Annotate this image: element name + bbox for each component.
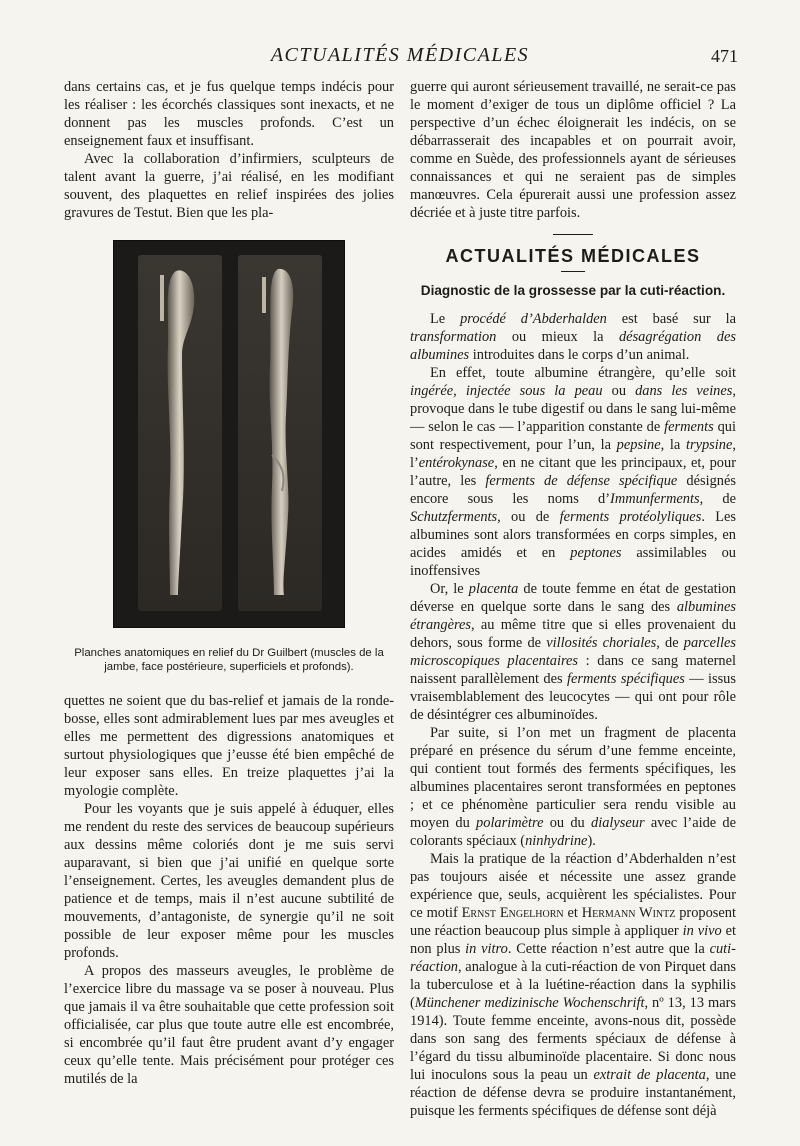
paragraph: Avec la collaboration d’infirmiers, sculpteurs de talent avant la guerre, j’ai réalisé, en les modifiant souvent, des plaquettes en relief inspirées des jolies gravures de Testut. Bien que les pla- bbox=[64, 151, 394, 221]
running-head bbox=[0, 44, 800, 72]
paragraph: dans certains cas, et je fus quelque temps indécis pour les réaliser : les écorchés classiques sont inexacts, et ne donnent pas les muscles profonds. C’est un enseignement faux et insuffisant. bbox=[64, 79, 394, 149]
running-title: ACTUALITÉS MÉDICALES bbox=[270, 44, 530, 66]
section-title: ACTUALITÉS MÉDICALES bbox=[445, 246, 701, 266]
figure-caption: Planches anatomiques en relief du Dr Guilbert (muscles de la jambe, face postérieure, superficiels et profonds). bbox=[74, 647, 384, 673]
relief-plaque-superficial bbox=[138, 255, 222, 611]
separator-rule bbox=[553, 234, 593, 235]
left-column bbox=[64, 78, 394, 1088]
article-title: Diagnostic de la grossesse par la cuti-réaction. bbox=[420, 283, 726, 298]
paragraph: Or, le placenta de toute femme en état de gestation déverse en quelque sorte dans le sang des albumines étrangères, au même titre que si elles provenaient du dehors, sous forme de villosités choriales, de parcelles microscopiques placentaires : dans ce sang maternel naissent parallèlement des ferments spécifiques — issus vraisemblablement des leucocytes — qui ont pour rôle de désintégrer ces albuminoïdes. bbox=[410, 581, 736, 723]
paragraph: Le procédé d’Abderhalden est basé sur la transformation ou mieux la désagrégation des albumines introduites dans le corps d’un animal. bbox=[410, 311, 736, 363]
separator-rule bbox=[561, 271, 585, 272]
paragraph: Par suite, si l’on met un fragment de placenta préparé en présence du sérum d’une femme enceinte, qui contient tout formés des ferments spécifiques, les albumines placentaires seront transformées en peptones ; et ce phénomène particulier sera rendu visible au moyen du polarimètre ou du dialyseur avec l’aide de colorants spéciaux (ninhydrine). bbox=[410, 725, 736, 849]
figure bbox=[64, 240, 394, 674]
paragraph: guerre qui auront sérieusement travaillé, ne serait-ce pas le moment d’exiger de tous un diplôme officiel ? La perspective d’un échec éloignerait les indécis, on se débarrasserait des incapables et on pourrait avoir, comme en Suède, des professionnels ayant de sérieuses connaissances et qui ne seraient pas de simples manœuvres. Cela épurerait aussi une profession assez décriée et à juste titre parfois. bbox=[410, 79, 736, 221]
page-number: 471 bbox=[711, 46, 738, 66]
paragraph: Pour les voyants que je suis appelé à éduquer, elles me rendent du reste des services de beaucoup supérieurs aux dessins même coloriés dont je me suis servi auparavant, si bien que j’ai unifié en quelque sorte l’enseignement. Certes, les aveugles demandent plus de patience et de temps, mais il n’est aucune subtilité de mouvements, d’antagoniste, de synergie qu’il ne soit possible de leur exposer même pour les muscles profonds. bbox=[64, 801, 394, 961]
right-column bbox=[410, 78, 736, 1120]
paragraph: En effet, toute albumine étrangère, qu’elle soit ingérée, injectée sous la peau ou dans les veines, provoque dans le tube digestif ou dans le sang lui-même — selon le cas — l’apparition constante de ferments qui sont respectivement, pour l’un, la pepsine, la trypsine, l’entérokynase, en ne citant que les principaux, et, pour l’autre, les ferments de défense spécifique désignés encore sous les noms d’Immunferments, de Schutzferments, ou de ferments protéolyliques. Les albumines sont alors transformées en corps simples, en acides amidés et en peptones assimilables ou inoffensives bbox=[410, 365, 736, 579]
paragraph: A propos des masseurs aveugles, le problème de l’exercice libre du massage va se poser à nouveau. Plus que jamais il va être souhaitable que cette profession soit officialisée, car plus que toute autre elle est encombrée, si encombrée qu’il faut être prudent avant d’y engager ceux qu’elle tente. Mais précisément pour protéger ces mutilés de la bbox=[64, 963, 394, 1087]
anatomical-plates-photo bbox=[113, 240, 345, 628]
relief-plaque-deep bbox=[238, 255, 322, 611]
paragraph: quettes ne soient que du bas-relief et jamais de la ronde-bosse, elles sont admirablement lues par mes aveugles et elles me permettent des digressions anatomiques et surtout physiologiques que j’eusse été bien empêché de leur exposer sans elles. En treize plaquettes j’ai la myologie complète. bbox=[64, 693, 394, 799]
paragraph: Mais la pratique de la réaction d’Abderhalden n’est pas toujours aisée et nécessite une assez grande expérience que, seuls, acquièrent les spécialistes. Pour ce motif Ernst Engelhorn et Hermann Wintz proposent une réaction beaucoup plus simple à appliquer in vivo et non plus in vitro. Cette réaction n’est autre que la cuti-réaction, analogue à la cuti-réaction de von Pirquet dans la tuberculose et à la luétine-réaction dans la syphilis (Münchener medizinische Wochenschrift, nº 13, 13 mars 1914). Toute femme enceinte, avons-nous dit, possède dans son sang des ferments spéciaux de défense à l’égard du tissu albuminoïde placentaire. Si donc nous lui inoculons sous la peau un extrait de placenta, une réaction de défense devra se produire instantanément, puisque les ferments spécifiques de défense sont déjà bbox=[410, 851, 737, 1119]
